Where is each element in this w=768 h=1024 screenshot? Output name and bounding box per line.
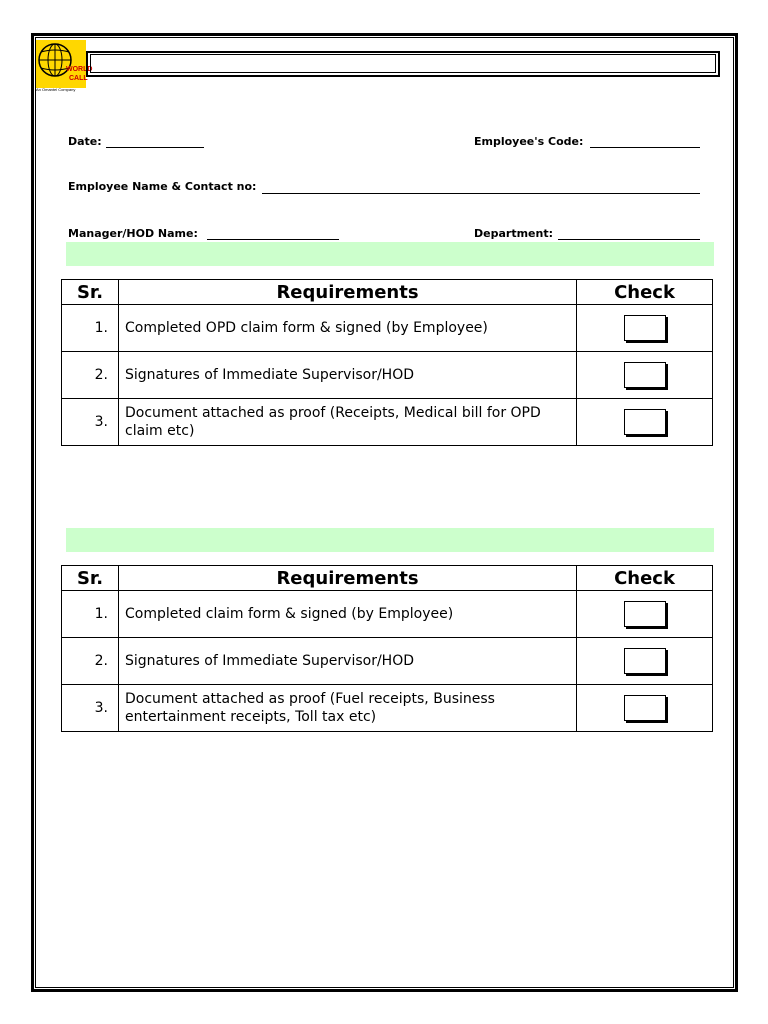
manager-field[interactable]	[207, 239, 339, 240]
employee-code-label: Employee's Code:	[474, 135, 584, 148]
date-label: Date:	[68, 135, 102, 148]
section-bar-2	[66, 528, 714, 552]
row-requirement: Completed OPD claim form & signed (by Employee)	[119, 305, 577, 352]
section-bar-1	[66, 242, 714, 266]
logo-subtitle: An Omantel Company	[36, 87, 76, 92]
row-requirement: Signatures of Immediate Supervisor/HOD	[119, 638, 577, 685]
check-cell	[577, 399, 713, 446]
checkbox[interactable]	[624, 695, 666, 721]
requirements-table-1	[61, 279, 713, 446]
table-header-row	[62, 566, 713, 591]
table-row	[62, 685, 713, 732]
employee-name-label: Employee Name & Contact no:	[68, 180, 257, 193]
row-requirement: Signatures of Immediate Supervisor/HOD	[119, 352, 577, 399]
header-requirements: Requirements	[119, 280, 577, 305]
row-sr: 1.	[62, 591, 119, 638]
check-cell	[577, 305, 713, 352]
row-sr: 3.	[62, 399, 119, 446]
department-field[interactable]	[558, 239, 700, 240]
row-sr: 1.	[62, 305, 119, 352]
header-check: Check	[577, 566, 713, 591]
date-field[interactable]	[106, 147, 204, 148]
employee-code-field[interactable]	[590, 147, 700, 148]
checkbox[interactable]	[624, 409, 666, 435]
checkbox[interactable]	[624, 601, 666, 627]
table-header-row	[62, 280, 713, 305]
row-requirement: Document attached as proof (Fuel receipts, Business entertainment receipts, Toll tax etc)	[119, 685, 577, 732]
table-row	[62, 399, 713, 446]
world-call-logo	[36, 40, 93, 92]
check-cell	[577, 591, 713, 638]
table-row	[62, 591, 713, 638]
row-requirement: Document attached as proof (Receipts, Medical bill for OPD claim etc)	[119, 399, 577, 446]
check-cell	[577, 638, 713, 685]
row-requirement: Completed claim form & signed (by Employee)	[119, 591, 577, 638]
row-sr: 3.	[62, 685, 119, 732]
manager-label: Manager/HOD Name:	[68, 227, 198, 240]
logo-text-world: WORLD	[66, 66, 93, 73]
row-sr: 2.	[62, 352, 119, 399]
checkbox[interactable]	[624, 648, 666, 674]
department-label: Department:	[474, 227, 553, 240]
header-requirements: Requirements	[119, 566, 577, 591]
checkbox[interactable]	[624, 362, 666, 388]
check-cell	[577, 352, 713, 399]
table-row	[62, 638, 713, 685]
row-sr: 2.	[62, 638, 119, 685]
header-sr: Sr.	[62, 566, 119, 591]
logo-text-call: CALL	[69, 75, 88, 82]
header-check: Check	[577, 280, 713, 305]
table-row	[62, 305, 713, 352]
requirements-table-2	[61, 565, 713, 732]
employee-name-field[interactable]	[262, 193, 700, 194]
checkbox[interactable]	[624, 315, 666, 341]
check-cell	[577, 685, 713, 732]
header-sr: Sr.	[62, 280, 119, 305]
table-row	[62, 352, 713, 399]
title-box	[86, 51, 720, 77]
